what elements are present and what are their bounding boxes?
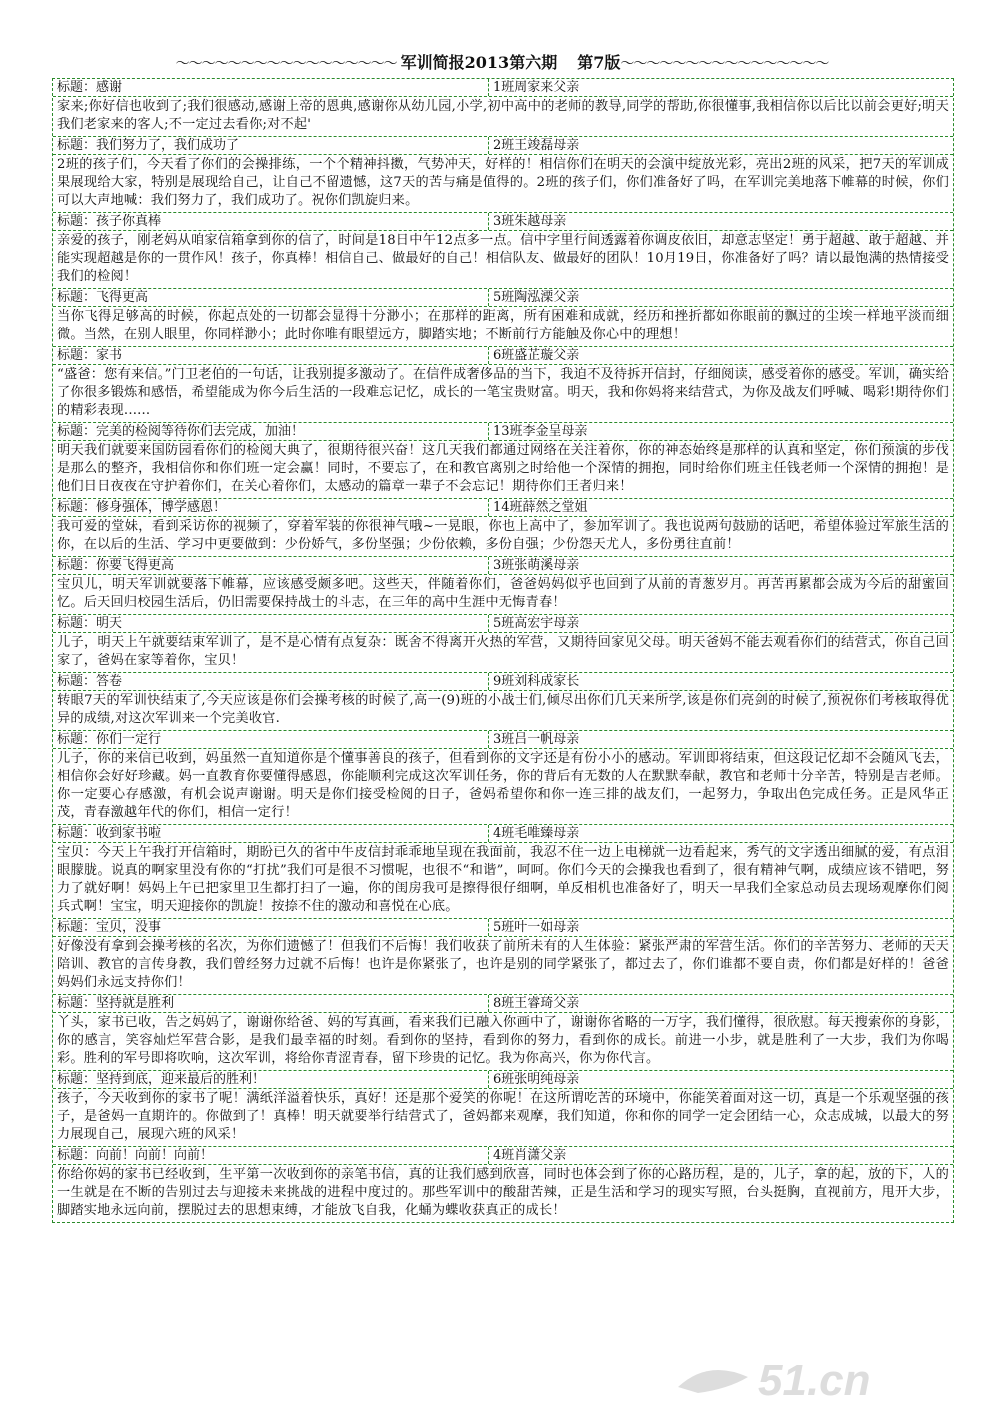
letter-author: 13班李金呈母亲 xyxy=(493,424,588,439)
letter-header-row xyxy=(53,557,953,575)
letter-header-row xyxy=(53,137,953,155)
letter-title: 标题：你们一定行 xyxy=(53,731,489,748)
letter-header-row xyxy=(53,615,953,633)
letter-body: 好像没有拿到会操考核的名次，为你们遗憾了！但我们不后悔！我们收获了前所未有的人生体验：紧张严肃的军营生活。你们的辛苦努力、老师的天天陪训、教官的言传身教，我们曾经努力过就不后悔！也许是你紧张了，也许是别的同学紧张了，都过去了，你们谁都不要自责，你们都是好样的！爸爸妈妈们永远支持你们！ xyxy=(57,939,949,990)
letter-author: 6班张明纯母亲 xyxy=(493,1072,580,1087)
letter-body: “盛爸：您有来信。”门卫老伯的一句话，让我别提多激动了。在信件成奢侈品的当下，我迫不及待拆开信封，仔细阅读，感受着你的感受。军训，确实给了你很多锻炼和感悟，希望能成为你今后生活的一段难忘记忆，成长的一笔宝贵财富。明天，我和你妈将来结营式，为你及战友们呼喊、喝彩!期待你们的精彩表现...... xyxy=(57,367,949,418)
letter-header-row xyxy=(53,499,953,517)
letter-entry xyxy=(53,995,953,1071)
masthead-left-ornament: ～～～～～～～～～～～～～～～～～ xyxy=(175,56,397,72)
letter-author: 3班张萌溪母亲 xyxy=(493,558,580,573)
letter-author: 1班周家来父亲 xyxy=(493,80,580,95)
letter-header-row xyxy=(53,1071,953,1089)
newsletter-title: 军训简报2013第六期 xyxy=(400,53,558,72)
letter-body: 孩子，今天收到你的家书了呢！满纸洋溢着快乐，真好！还是那个爱笑的你呢！在这所谓吃苦的环境中，你能笑着面对这一切，真是一个乐观坚强的孩子，是爸妈一直期许的。你做到了！真棒！明天就要举行结营式了，爸妈都来观摩，我们知道，你和你的同学一定会团结一心，众志成城，以最大的努力展现自己，展现六班的风采！ xyxy=(57,1091,949,1142)
page-number: 第7版 xyxy=(577,53,621,72)
letter-author: 3班朱越母亲 xyxy=(493,214,567,229)
letter-entry xyxy=(53,731,953,825)
letter-body: 明天我们就要来国防园看你们的检阅大典了，很期待很兴奋！这几天我们都通过网络在关注着你，你的神态始终是那样的认真和坚定，你们预演的步伐是那么的整齐，我相信你和你们班一定会赢！同时，不要忘了，在和教官离别之时给他一个深情的拥抱，同时给你们班主任钱老师一个深情的拥抱！是他们日日夜夜在守护着你们，在关心着你们，太感动的篇章一辈子不会忘记！期待你们王者归来！ xyxy=(57,443,949,494)
letter-body: 当你飞得足够高的时候，你起点处的一切都会显得十分渺小；在那样的距离，所有困难和成就，经历和挫折都如你眼前的飘过的尘埃一样地平淡而细微。当然，在别人眼里，你同样渺小；此时你唯有眼望远方，脚踏实地；不断前行方能触及你心中的理想！ xyxy=(57,309,949,342)
letters-table xyxy=(52,78,954,1223)
letter-header-row xyxy=(53,825,953,843)
letter-author: 5班高宏宇母亲 xyxy=(493,616,580,631)
letter-title: 标题：向前！向前！向前！ xyxy=(53,1147,489,1164)
letter-body: 家来;你好信也收到了;我们很感动,感谢上帝的恩典,感谢你从幼儿园,小学,初中高中的老师的教导,同学的帮助,你很懂事,我相信你以后比以前会更好;明天我们老家来的客人;不一定过去看你;对不起' xyxy=(57,99,949,132)
letter-author: 4班肖潇父亲 xyxy=(493,1148,567,1163)
letter-title: 标题：我们努力了，我们成功了 xyxy=(53,137,489,154)
letter-entry xyxy=(53,347,953,423)
letter-entry xyxy=(53,1071,953,1147)
letter-header-row xyxy=(53,673,953,691)
letter-entry xyxy=(53,423,953,499)
letter-entry xyxy=(53,137,953,213)
letter-header-row xyxy=(53,79,953,97)
site-watermark xyxy=(668,1349,968,1409)
letter-title: 标题：飞得更高 xyxy=(53,289,489,306)
letter-header-row xyxy=(53,289,953,307)
letter-header-row xyxy=(53,731,953,749)
letter-body: 儿子，明天上午就要结束军训了，是不是心情有点复杂：既舍不得离开火热的军营，又期待回家见父母。明天爸妈不能去观看你们的结营式，你自己回家了，爸妈在家等着你，宝贝！ xyxy=(57,635,949,668)
letter-title: 标题：收到家书啦 xyxy=(53,825,489,842)
letter-title: 标题：完美的检阅等待你们去完成，加油！ xyxy=(53,423,489,440)
letter-body: 2班的孩子们，今天看了你们的会操排练，一个个精神抖擞，气势冲天，好样的！相信你们在明天的会演中绽放光彩，亮出2班的风采，把7天的军训成果展现给大家，特别是展现给自己，让自己不留遗憾，这7天的苦与痛是值得的。2班的孩子们，你们准备好了吗，在军训完美地落下帷幕的时候，你们可以大声地喊：我们努力了，我们成功了。祝你们凯旋归来。 xyxy=(57,157,949,208)
letter-title: 标题：你要飞得更高 xyxy=(53,557,489,574)
letter-author: 5班叶一如母亲 xyxy=(493,920,580,935)
letter-entry xyxy=(53,289,953,347)
letter-author: 6班盛芷璇父亲 xyxy=(493,348,580,363)
letter-header-row xyxy=(53,347,953,365)
letter-header-row xyxy=(53,995,953,1013)
letter-header-row xyxy=(53,1147,953,1165)
letter-title: 标题：感谢 xyxy=(53,79,489,96)
letter-body: 我可爱的堂妹，看到采访你的视频了，穿着军装的你很神气哦~一晃眼，你也上高中了，参加军训了。我也说两句鼓励的话吧，希望体验过军旅生活的你，在以后的生活、学习中更要做到：少份娇气，多份坚强；少份依赖，多份自强；少份怨天尤人，多份勇往直前！ xyxy=(57,519,949,552)
letter-entry xyxy=(53,825,953,919)
letter-entry xyxy=(53,557,953,615)
letter-header-row xyxy=(53,919,953,937)
letter-body: 你给你妈的家书已经收到，生平第一次收到你的亲笔书信，真的让我们感到欣喜，同时也体会到了你的心路历程，是的，儿子，拿的起，放的下，人的一生就是在不断的告别过去与迎接未来挑战的进程中度过的。那些军训中的酸甜苦辣，正是生活和学习的现实写照，台头挺胸，直视前方，甩开大步，脚踏实地永远向前，摆脱过去的思想束缚，才能放飞自我，化蛹为蝶收获真正的成长！ xyxy=(57,1167,949,1218)
letter-entry xyxy=(53,673,953,731)
letter-header-row xyxy=(53,423,953,441)
letter-author: 5班陶泓溧父亲 xyxy=(493,290,580,305)
letter-title: 标题：家书 xyxy=(53,347,489,364)
letter-title: 标题：明天 xyxy=(53,615,489,632)
page-masthead xyxy=(52,50,952,76)
letter-title: 标题：孩子你真棒 xyxy=(53,213,489,230)
letter-body: 宝贝：今天上午我打开信箱时，期盼已久的省中牛皮信封乖乖地呈现在我面前，我忍不住一边上电梯就一边看起来，秀气的文字透出细腻的爱，有点泪眼朦胧。说真的啊家里没有你的“打扰”我们可是很不习惯呢，也很不“和谐”，呵呵。你们今天的会操我也看到了，很有精神气啊，成绩应该不错吧，努力了就好啊！妈妈上午已把家里卫生都打扫了一遍，你的闺房我可是擦得很仔细啊，单反相机也准备好了，明天一早我们全家总动员去现场观摩你们阅兵式啊！宝宝，明天迎接你的凯旋！按捺不住的激动和喜悦在心底。 xyxy=(57,845,949,914)
letter-title: 标题：宝贝，没事 xyxy=(53,919,489,936)
letter-author: 2班王竣磊母亲 xyxy=(493,138,580,153)
letter-title: 标题：修身强体，博学感恩！ xyxy=(53,499,489,516)
letter-title: 标题：坚持到底，迎来最后的胜利！ xyxy=(53,1071,489,1088)
letter-entry xyxy=(53,79,953,137)
letter-author: 3班吕一帆母亲 xyxy=(493,732,580,747)
watermark-text: 51.cn xyxy=(758,1356,871,1405)
letter-title: 标题：答卷 xyxy=(53,673,489,690)
watermark-swoosh-icon xyxy=(678,1370,748,1393)
letter-body: 转眼7天的军训快结束了,今天应该是你们会操考核的时候了,高一(9)班的小战士们,倾尽出你们几天来所学,该是你们亮剑的时候了,预祝你们考核取得优异的成绩,对这次军训来一个完美收官. xyxy=(57,693,949,726)
letter-entry xyxy=(53,1147,953,1222)
letter-author: 4班毛唯臻母亲 xyxy=(493,826,580,841)
masthead-right-ornament: ～～～～～～～～～～～～～～～～ xyxy=(620,56,829,72)
letter-title: 标题：坚持就是胜利 xyxy=(53,995,489,1012)
letter-body: 宝贝儿，明天军训就要落下帷幕，应该感受颇多吧。这些天，伴随着你们，爸爸妈妈似乎也回到了从前的青葱岁月。再苦再累都会成为今后的甜蜜回忆。后天回归校园生活后，仍旧需要保持战士的斗志，在三年的高中生涯中无悔青春！ xyxy=(57,577,949,610)
letter-entry xyxy=(53,213,953,289)
letter-body: 亲爱的孩子，刚老妈从咱家信箱拿到你的信了，时间是18日中午12点多一点。信中字里行间透露着你调皮依旧，却意志坚定！勇于超越、敢于超越、并能实现超越是你的一贯作风！孩子，你真棒！相信自己、做最好的自己！相信队友、做最好的团队！10月19日，你准备好了吗？请以最饱满的热情接受我们的检阅！ xyxy=(57,233,949,284)
letter-author: 8班王睿琦父亲 xyxy=(493,996,580,1011)
letter-author: 9班刘科成家长 xyxy=(493,674,580,689)
letter-body: 儿子，你的来信已收到，妈虽然一直知道你是个懂事善良的孩子，但看到你的文字还是有份小小的感动。军训即将结束，但这段记忆却不会随风飞去，相信你会好好珍藏。妈一直教育你要懂得感恩，你能顺利完成这次军训任务，你的背后有无数的人在默默奉献，教官和老师十分辛苦，特别是吉老师。你一定要心存感激，有机会说声谢谢。明天是你们接受检阅的日子，爸妈希望你和你一连三排的战友们，一起努力，争取出色完成任务。正是风华正茂，青春激越年代的你们，相信一定行！ xyxy=(57,751,949,820)
letter-entry xyxy=(53,615,953,673)
letter-body: 丫头，家书已收，告之妈妈了，谢谢你给爸、妈的写真画，看来我们已融入你画中了，谢谢你省略的一万字，我们懂得，很欣慰。每天搜索你的身影，你的感言，笑容灿烂军营合影，是我们最幸福的时刻。看到你的坚持，看到你的努力，看到你的成长。前进一小步，就是胜利了一大步，我们为你喝彩。胜利的军号即将吹响，这次军训，将给你青涩青春，留下珍贵的记忆。我为你高兴，你为你代言。 xyxy=(57,1015,949,1066)
letter-entry xyxy=(53,499,953,557)
letter-author: 14班薛然之堂姐 xyxy=(493,500,588,515)
letter-header-row xyxy=(53,213,953,231)
letter-entry xyxy=(53,919,953,995)
